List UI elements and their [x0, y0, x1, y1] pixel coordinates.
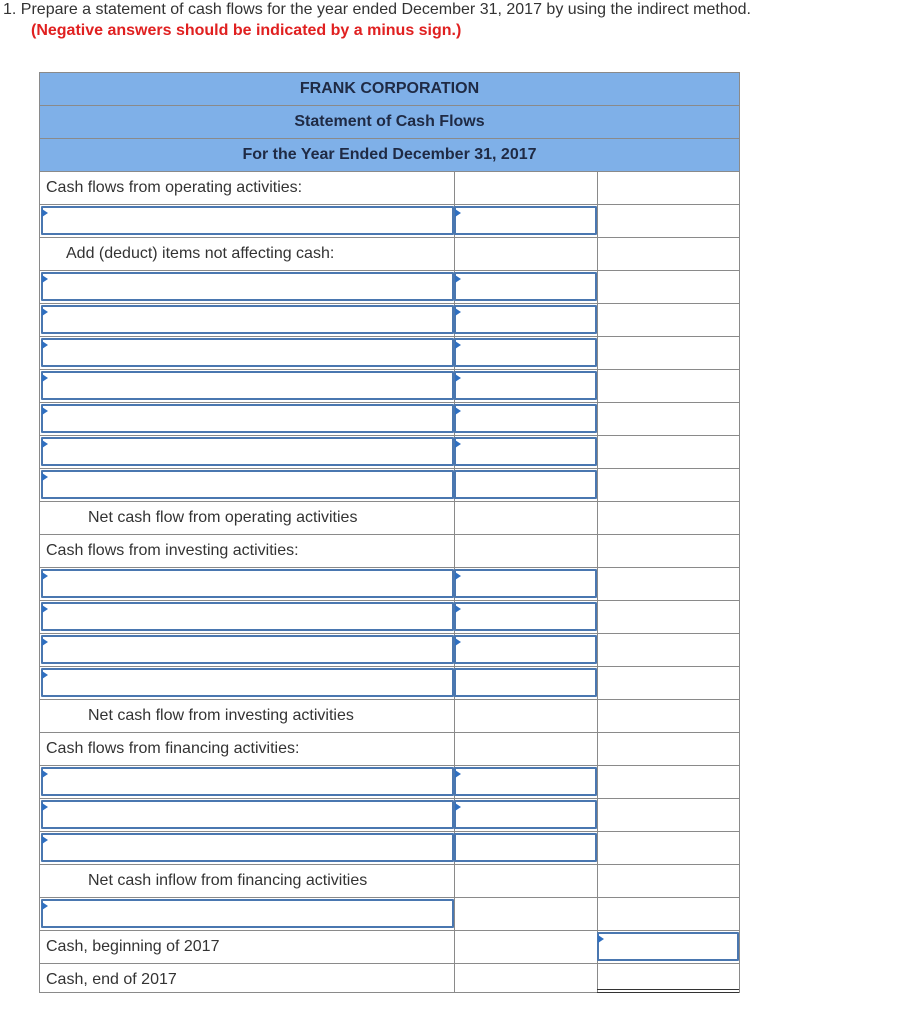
financing-amount-input[interactable] [454, 767, 597, 796]
dropdown-arrow-icon [455, 572, 461, 580]
adjustment-amount-input[interactable] [454, 437, 597, 466]
investing-item-select[interactable] [41, 635, 454, 664]
dropdown-arrow-icon [455, 770, 461, 778]
double-underline [597, 989, 739, 993]
table-row [40, 931, 739, 964]
table-row [40, 634, 739, 667]
table-row [40, 403, 739, 436]
adjustment-amount-input[interactable] [454, 305, 597, 334]
dropdown-arrow-icon [42, 275, 48, 283]
dropdown-arrow-icon [455, 275, 461, 283]
adjustment-item-select[interactable] [41, 305, 454, 334]
dropdown-arrow-icon [455, 407, 461, 415]
adjustment-item-select[interactable] [41, 371, 454, 400]
table-row [40, 799, 739, 832]
dropdown-arrow-icon [455, 803, 461, 811]
add-deduct-label: Add (deduct) items not affecting cash: [66, 245, 335, 262]
dropdown-arrow-icon [42, 374, 48, 382]
dropdown-arrow-icon [455, 605, 461, 613]
table-row [40, 502, 739, 535]
investing-item-select[interactable] [41, 569, 454, 598]
dropdown-arrow-icon [42, 341, 48, 349]
adjustment-item-select[interactable] [41, 272, 454, 301]
table-row [40, 601, 739, 634]
adjustment-item-select[interactable] [41, 470, 454, 499]
table-row [40, 733, 739, 766]
table-row [40, 865, 739, 898]
table-row [40, 205, 739, 238]
cash-flow-statement [39, 72, 740, 993]
dropdown-arrow-icon [42, 671, 48, 679]
question-text: 1. Prepare a statement of cash flows for the year ended December 31, 2017 by using the indirect method. [3, 1, 751, 18]
statement-period: For the Year Ended December 31, 2017 [40, 139, 739, 172]
financing-activities-label: Cash flows from financing activities: [46, 740, 300, 757]
adjustment-amount-input[interactable] [454, 371, 597, 400]
dropdown-arrow-icon [42, 770, 48, 778]
table-row [40, 337, 739, 370]
dropdown-arrow-icon [455, 374, 461, 382]
dropdown-arrow-icon [598, 935, 604, 943]
investing-amount-input[interactable] [454, 569, 597, 598]
table-row [40, 766, 739, 799]
dropdown-arrow-icon [42, 308, 48, 316]
cash-beginning-input[interactable] [597, 932, 739, 961]
dropdown-arrow-icon [42, 407, 48, 415]
investing-amount-input[interactable] [454, 668, 597, 697]
table-row [40, 469, 739, 502]
statement-title: Statement of Cash Flows [40, 106, 739, 139]
investing-item-select[interactable] [41, 668, 454, 697]
financing-item-select[interactable] [41, 800, 454, 829]
dropdown-arrow-icon [42, 803, 48, 811]
dropdown-arrow-icon [42, 902, 48, 910]
adjustment-amount-input[interactable] [454, 404, 597, 433]
cash-beginning-label: Cash, beginning of 2017 [46, 938, 220, 955]
net-operating-label: Net cash flow from operating activities [88, 509, 358, 526]
financing-item-select[interactable] [41, 767, 454, 796]
adjustment-item-select[interactable] [41, 437, 454, 466]
instruction-note: (Negative answers should be indicated by a minus sign.) [31, 22, 462, 39]
adjustment-amount-input[interactable] [454, 272, 597, 301]
dropdown-arrow-icon [42, 572, 48, 580]
adjustment-amount-input[interactable] [454, 470, 597, 499]
operating-activities-label: Cash flows from operating activities: [46, 179, 303, 196]
table-row [40, 304, 739, 337]
table-row [40, 370, 739, 403]
dropdown-arrow-icon [42, 440, 48, 448]
dropdown-arrow-icon [42, 605, 48, 613]
dropdown-arrow-icon [455, 638, 461, 646]
table-row [40, 832, 739, 865]
operating-amount-input[interactable] [454, 206, 597, 235]
table-row [40, 238, 739, 271]
net-change-select[interactable] [41, 899, 454, 928]
table-row [40, 700, 739, 733]
adjustment-item-select[interactable] [41, 338, 454, 367]
financing-item-select[interactable] [41, 833, 454, 862]
dropdown-arrow-icon [455, 440, 461, 448]
table-row [40, 172, 739, 205]
table-row [40, 271, 739, 304]
table-row [40, 535, 739, 568]
operating-item-select[interactable] [41, 206, 454, 235]
dropdown-arrow-icon [455, 341, 461, 349]
dropdown-arrow-icon [42, 836, 48, 844]
cash-end-label: Cash, end of 2017 [46, 971, 177, 988]
investing-amount-input[interactable] [454, 635, 597, 664]
investing-item-select[interactable] [41, 602, 454, 631]
investing-amount-input[interactable] [454, 602, 597, 631]
table-row [40, 568, 739, 601]
adjustment-amount-input[interactable] [454, 338, 597, 367]
table-row [40, 436, 739, 469]
dropdown-arrow-icon [455, 308, 461, 316]
table-row [40, 898, 739, 931]
dropdown-arrow-icon [455, 209, 461, 217]
net-financing-label: Net cash inflow from financing activities [88, 872, 368, 889]
dropdown-arrow-icon [42, 638, 48, 646]
dropdown-arrow-icon [42, 209, 48, 217]
adjustment-item-select[interactable] [41, 404, 454, 433]
financing-amount-input[interactable] [454, 800, 597, 829]
company-name: FRANK CORPORATION [40, 73, 739, 106]
financing-amount-input[interactable] [454, 833, 597, 862]
dropdown-arrow-icon [42, 473, 48, 481]
table-row [40, 667, 739, 700]
net-investing-label: Net cash flow from investing activities [88, 707, 354, 724]
investing-activities-label: Cash flows from investing activities: [46, 542, 299, 559]
